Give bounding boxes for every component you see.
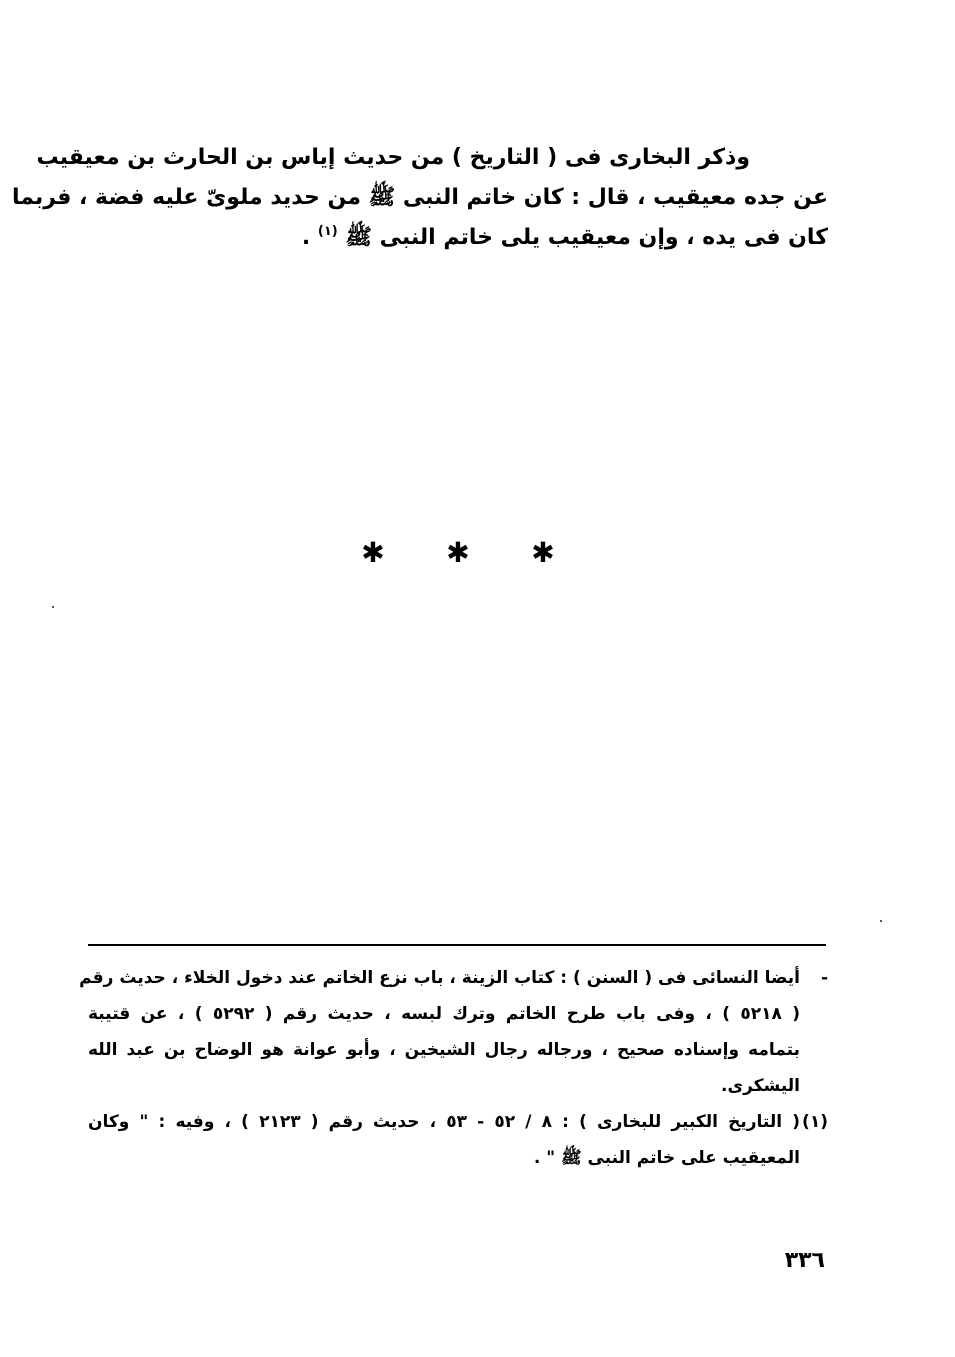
footnote-divider: [88, 944, 826, 946]
star-ornament: ✱: [531, 536, 555, 569]
paragraph-line: عن جده معيقيب ، قال : كان خاتم النبى ﷺ من حديد ملوىّ عليه فضة ، فربما: [12, 185, 828, 210]
footnote-line: بتمامه وإسناده صحيح ، ورجاله رجال الشيخين ، وأبو عوانة هو الوضاح بن عبد الله: [88, 1040, 800, 1060]
page-number: ٣٣٦: [784, 1248, 825, 1273]
footnote-line: المعيقيب على خاتم النبى ﷺ " .: [533, 1148, 800, 1168]
star-ornament: ✱: [446, 536, 470, 569]
footnotes-section: [79, 960, 828, 1176]
paragraph-line: وذكر البخارى فى ( التاريخ ) من حديث إياس بن الحارث بن معيقيب: [36, 145, 750, 170]
star-ornament: ✱: [361, 536, 385, 569]
footnote-line: اليشكرى.: [721, 1076, 800, 1096]
paragraph-line-text: كان فى يده ، وإن معيقيب يلى خاتم النبى ﷺ: [345, 225, 828, 250]
end-punctuation: .: [301, 225, 311, 250]
footnote-1: [88, 1104, 828, 1176]
footnote-continuation: [79, 960, 828, 1104]
footnote-line: أيضا النسائى فى ( السنن ) : كتاب الزينة ، باب نزع الخاتم عند دخول الخلاء ، حديث رقم: [79, 968, 800, 988]
section-separator: [358, 536, 558, 569]
footnote-line: ( التاريخ الكبير للبخارى ) : ٨ / ٥٢ - ٥٣ ، حديث رقم ( ٢١٢٣ ) ، وفيه : " وكان: [88, 1112, 800, 1132]
footnote-reference: (١): [317, 224, 338, 239]
scan-speck: [880, 920, 882, 922]
main-paragraph: [12, 138, 828, 258]
footnote-marker: -: [820, 968, 828, 988]
paragraph-line-last: [88, 218, 828, 258]
footnote-marker: (١): [802, 1112, 828, 1132]
footnote-line: ( ٥٢١٨ ) ، وفى باب طرح الخاتم وترك لبسه ، حديث رقم ( ٥٢٩٢ ) ، عن قتيبة: [88, 1004, 801, 1024]
scan-speck: [52, 606, 54, 608]
